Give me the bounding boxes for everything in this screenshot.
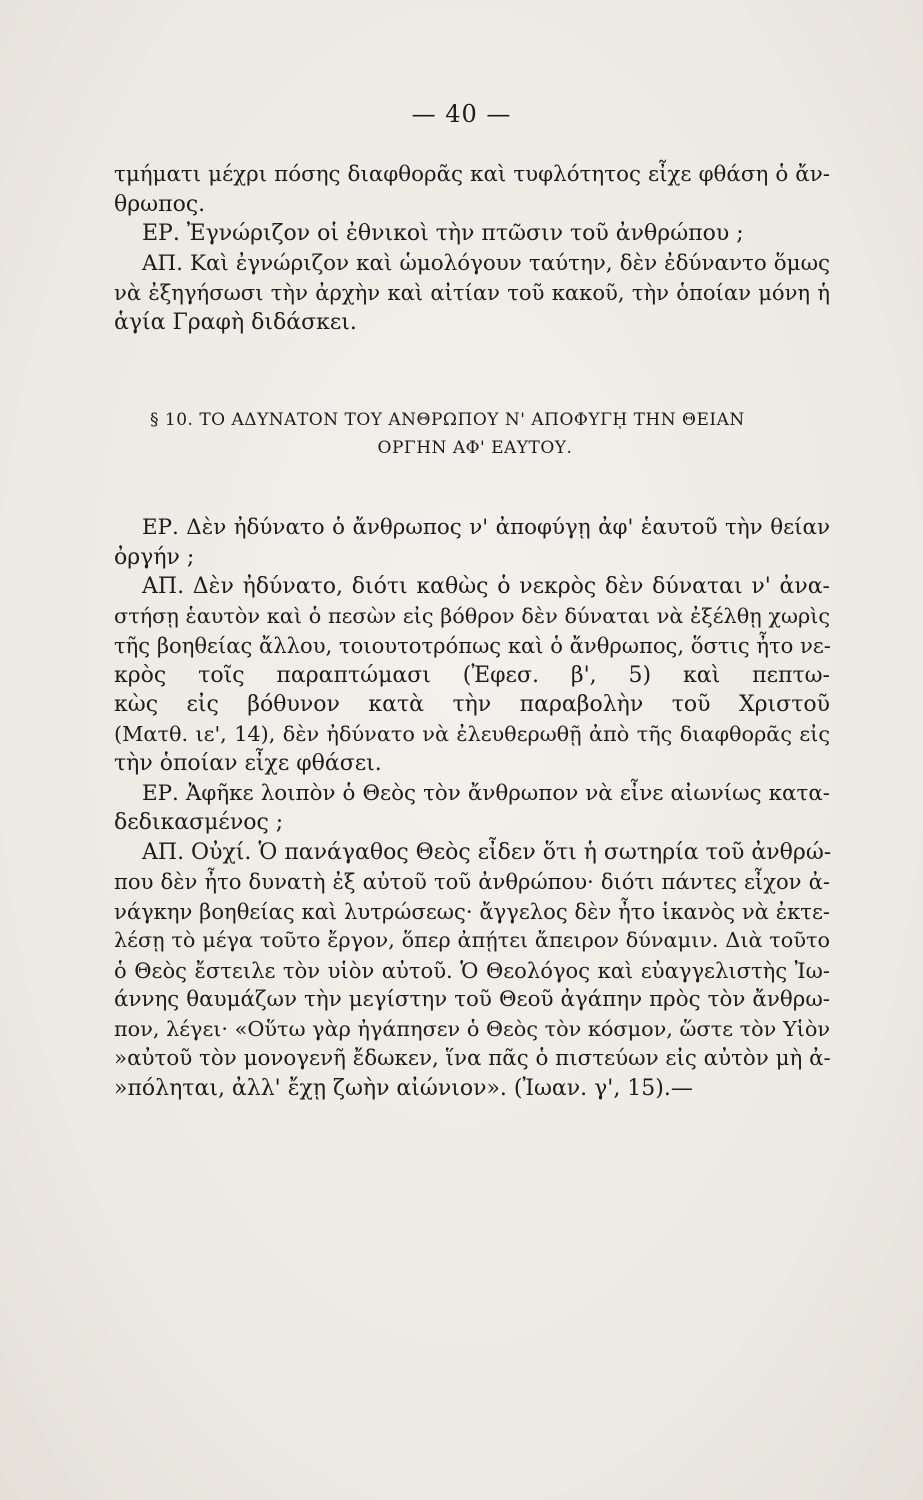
page-number: — 40 — — [411, 100, 512, 128]
text-line: »αὐτοῦ τὸν μονογενῆ ἔδωκεν, ἵνα πᾶς ὁ πιστεύων εἰς αὐτὸν μὴ ἀ- — [114, 1046, 831, 1071]
answer-line: ΑΠ. Δὲν ἠδύνατο, διότι καθὼς ὁ νεκρὸς δὲν δύναται ν' ἀνα- — [142, 574, 830, 599]
text-block-main — [114, 513, 830, 1103]
text-line: που δὲν ἦτο δυνατὴ ἐξ αὐτοῦ τοῦ ἀνθρώπου· διότι πάντες εἶχον ἀ- — [114, 869, 830, 894]
text-line: δεδικασμένος ; — [114, 810, 284, 835]
section-heading-line-1: § 10. ΤΟ ΑΔΥΝΑΤΟΝ ΤΟΥ ΑΝΘΡΩΠΟΥ Ν' ΑΠΟΦΥΓῌ ΤΗΝ ΘΕΙΑΝ — [150, 410, 745, 430]
question-line: ΕΡ. Ἐγνώριζον οἱ ἐθνικοὶ τὴν πτῶσιν τοῦ ἀνθρώπου ; — [142, 221, 744, 246]
text-line: (Ματθ. ιε', 14), δὲν ἠδύνατο νὰ ἐλευθερωθῇ ἀπὸ τῆς διαφθορᾶς εἰς — [114, 721, 830, 746]
answer-line: ΑΠ. Καὶ ἐγνώριζον καὶ ὡμολόγουν ταύτην, δὲν ἐδύναντο ὅμως — [142, 250, 830, 276]
text-line: άννης θαυμάζων τὴν μεγίστην τοῦ Θεοῦ ἀγάπην πρὸς τὸν ἄνθρω- — [114, 987, 830, 1012]
question-line: ΕΡ. Δὲν ἠδύνατο ὁ ἄνθρωπος ν' ἀποφύγῃ ἀφ' ἑαυτοῦ τὴν θείαν — [142, 515, 830, 540]
text-block-intro — [114, 160, 830, 337]
text-line: »πόληται, ἀλλ' ἔχῃ ζωὴν αἰώνιον». (Ἰωαν. γ', 15).— — [114, 1075, 693, 1101]
section-heading-line-2: ΟΡΓΗΝ ΑΦ' ΕΑΥΤΟΥ. — [377, 438, 573, 458]
text-line: πον, λέγει· «Οὕτω γὰρ ἠγάπησεν ὁ Θεὸς τὸν κόσμον, ὥστε τὸν Υἱὸν — [114, 1016, 830, 1041]
text-line: θρωπος. — [114, 191, 206, 217]
question-line: ΕΡ. Ἀφῆκε λοιπὸν ὁ Θεὸς τὸν ἄνθρωπον νὰ εἶνε αἰωνίως κατα- — [142, 780, 830, 806]
text-line: τμήματι μέχρι πόσης διαφθορᾶς καὶ τυφλότητος εἶχε φθάση ὁ ἄν- — [114, 162, 830, 187]
text-line: νὰ ἐξηγήσωσι τὴν ἀρχὴν καὶ αἰτίαν τοῦ κακοῦ, τὴν ὁποίαν μόνη ἡ — [114, 280, 830, 305]
section-heading — [150, 410, 840, 458]
text-line: ἁγία Γραφὴ διδάσκει. — [114, 309, 357, 335]
text-line: κρὸς τοῖς παραπτώμασι (Ἐφεσ. β', 5) καὶ πεπτω- — [114, 662, 830, 688]
text-line: τῆς βοηθείας ἄλλου, τοιουτοτρόπως καὶ ὁ ἄνθρωπος, ὅστις ἦτο νε- — [114, 633, 831, 658]
answer-line: ΑΠ. Οὐχί. Ὁ πανάγαθος Θεὸς εἶδεν ὅτι ἡ σωτηρία τοῦ ἀνθρώ- — [142, 839, 832, 865]
text-line: ὀργήν ; — [114, 544, 195, 570]
text-line: νάγκην βοηθείας καὶ λυτρώσεως· ἄγγελος δὲν ἦτο ἱκανὸς νὰ ἐκτε- — [114, 898, 830, 924]
text-line: τὴν ὁποίαν εἶχε φθάσει. — [114, 751, 382, 776]
text-line: ὁ Θεὸς ἔστειλε τὸν υἱὸν αὐτοῦ. Ὁ Θεολόγος καὶ εὐαγγελιστὴς Ἰω- — [114, 957, 830, 983]
text-line: λέσῃ τὸ μέγα τοῦτο ἔργον, ὅπερ ἀπῄτει ἄπειρον δύναμιν. Διὰ τοῦτο — [114, 928, 830, 952]
text-line: κὼς εἰς βόθυνον κατὰ τὴν παραβολὴν τοῦ Χριστοῦ — [114, 692, 830, 717]
text-line: στήσῃ ἑαυτὸν καὶ ὁ πεσὼν εἰς βόθρον δὲν δύναται νὰ ἐξέλθῃ χωρὶς — [114, 603, 830, 628]
